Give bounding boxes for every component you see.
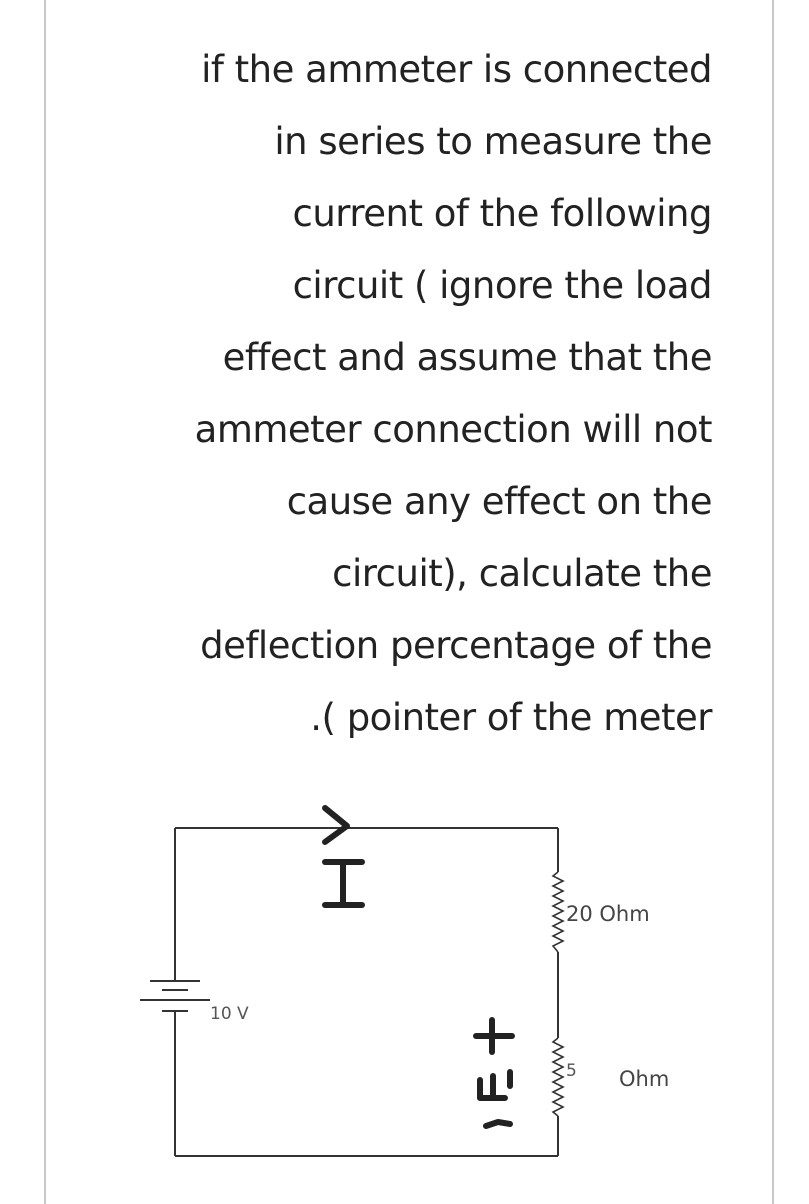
current-arrow-icon <box>325 808 347 842</box>
question-line: if the ammeter is connected <box>201 48 712 91</box>
ammeter-symbol <box>476 1020 512 1126</box>
resistor-top-icon <box>553 872 563 952</box>
question-line: effect and assume that the <box>222 336 712 379</box>
resistor-bottom-unit: Ohm <box>619 1067 670 1091</box>
resistor-bottom-icon <box>553 1038 563 1116</box>
question-line: .( pointer of the meter <box>310 696 712 739</box>
battery-icon <box>140 981 210 1011</box>
resistor-bottom-value: 5 <box>566 1061 577 1081</box>
circuit-wires <box>175 828 558 1156</box>
resistor-top-label: 20 Ohm <box>566 902 650 926</box>
source-label: 10 V <box>210 1004 249 1024</box>
question-line: cause any effect on the <box>286 480 712 523</box>
question-line: current of the following <box>292 192 712 235</box>
question-line: ammeter connection will not <box>194 408 712 451</box>
question-line: in series to measure the <box>274 120 712 163</box>
current-label <box>325 862 362 905</box>
question-line: circuit), calculate the <box>332 552 712 595</box>
question-line: deflection percentage of the <box>200 624 712 667</box>
question-line: circuit ( ignore the load <box>292 264 712 307</box>
